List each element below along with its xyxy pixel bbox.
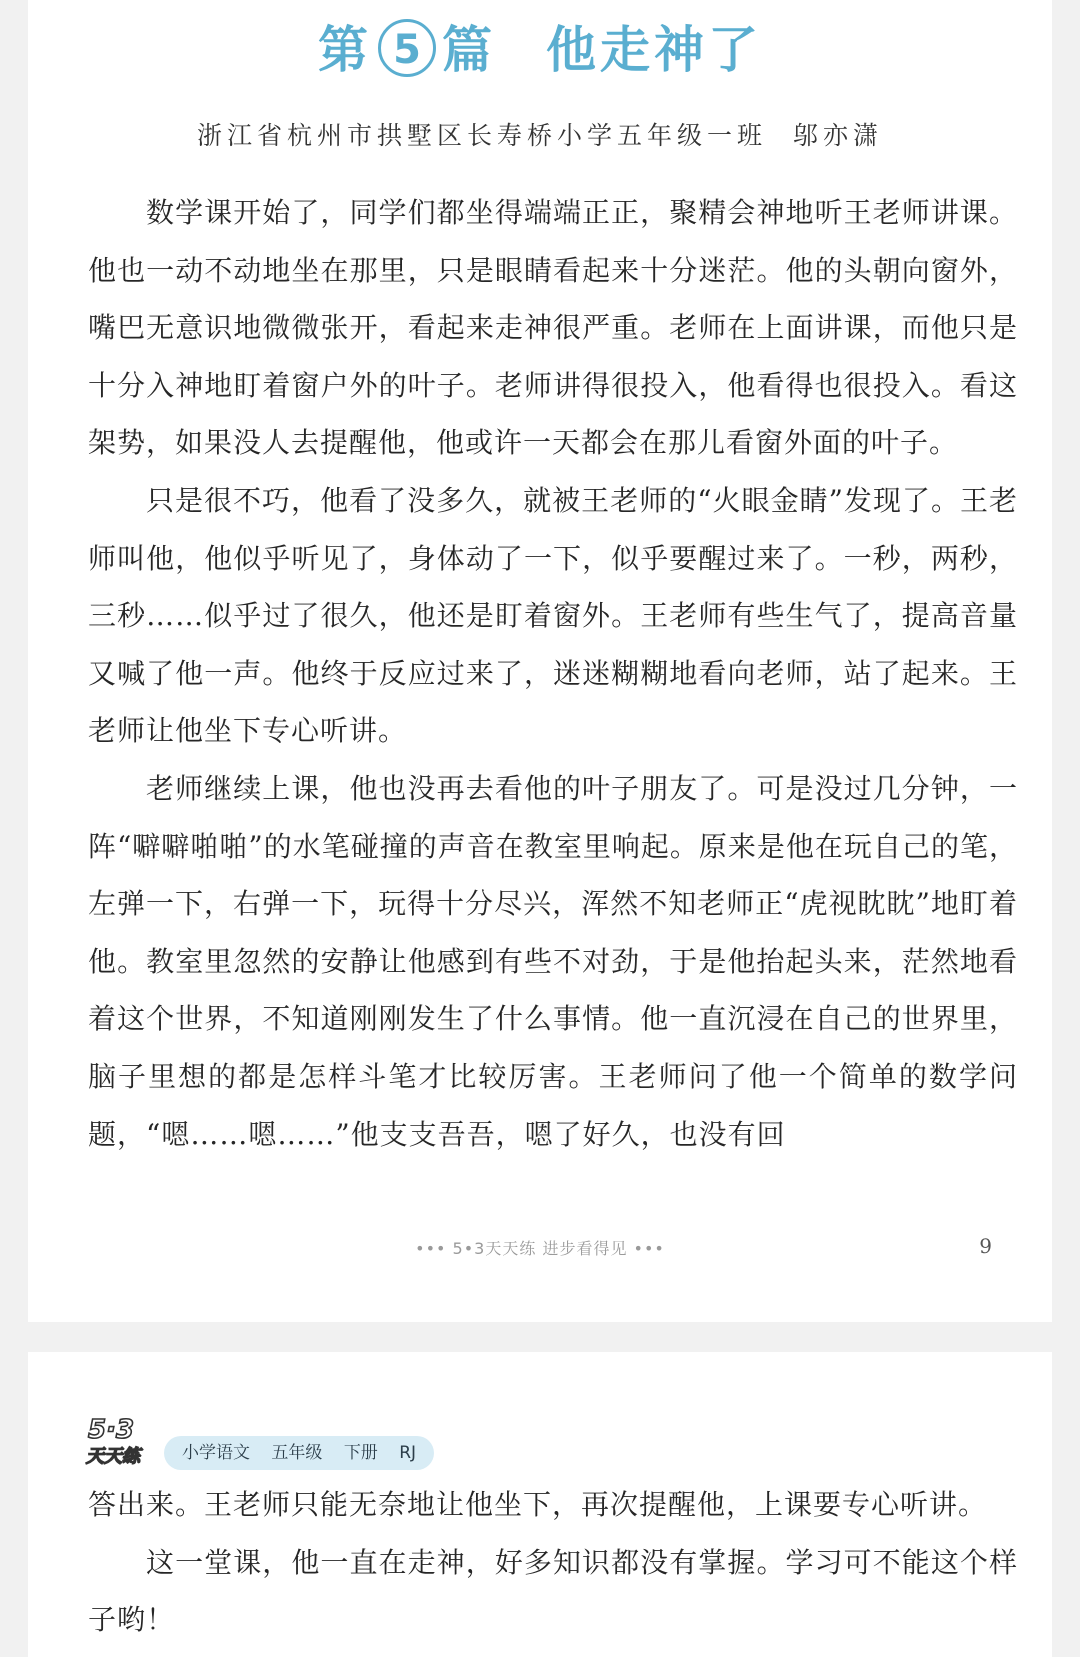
book-page-9 (28, 0, 1052, 1322)
paragraph: 老师继续上课，他也没再去看他的叶子朋友了。可是没过几分钟，一阵“噼噼啪啪”的水笔碰撞的声音在教室里响起。原来是他在玩自己的笔，左弹一下，右弹一下，玩得十分尽兴，浑然不知老师正“虎视眈眈”地盯着他。教室里忽然的安静让他感到有些不对劲，于是他抬起头来，茫然地看着这个世界，不知道刚刚发生了什么事情。他一直沉浸在自己的世界里，脑子里想的都是怎样斗笔才比较厉害。王老师问了他一个简单的数学问题，“嗯……嗯……”他支支吾吾，嗯了好久，也没有回 (88, 771, 1018, 1151)
paragraph: 数学课开始了，同学们都坐得端端正正，聚精会神地听王老师讲课。他也一动不动地坐在那里，只是眼睛看起来十分迷茫。他的头朝向窗外，嘴巴无意识地微微张开，看起来走神很严重。老师在上面讲课，而他只是十分入神地盯着窗户外的叶子。老师讲得很投入，他看得也很投入。看这架势，如果没人去提醒他，他或许一天都会在那儿看窗外面的叶子。 (88, 196, 1018, 460)
title-prefix: 第 (318, 21, 372, 79)
badge-subject: 小学语文 (182, 1443, 250, 1463)
page-number: 9 (979, 1234, 992, 1258)
author-line (28, 116, 1052, 156)
article-body-continued (88, 1476, 1018, 1649)
article-title (28, 12, 1052, 88)
badge-edition: RJ (399, 1443, 417, 1463)
paragraph: 这一堂课，他一直在走神，好多知识都没有掌握。学习可不能这个样子哟！ (88, 1545, 1018, 1637)
page-footer (28, 1230, 1052, 1270)
53-tiantianlian-logo (84, 1412, 164, 1468)
article-body (88, 184, 1018, 1163)
title-suffix: 篇 (442, 21, 496, 79)
author-school: 浙江省杭州市拱墅区长寿桥小学五年级一班 (196, 121, 767, 150)
author-name: 邬亦潇 (793, 121, 884, 150)
book-info-badge (164, 1436, 434, 1470)
paragraph: 答出来。王老师只能无奈地让他坐下，再次提醒他，上课要专心听讲。 (88, 1488, 988, 1521)
footer-slogan: ••• 5•3天天练 进步看得见 ••• (415, 1239, 665, 1258)
badge-volume: 下册 (343, 1443, 378, 1463)
paragraph: 只是很不巧，他看了没多久，就被王老师的“火眼金睛”发现了。王老师叫他，他似乎听见了，身体动了一下，似乎要醒过来了。一秒，两秒，三秒……似乎过了很久，他还是盯着窗外。王老师有些生气了，提高音量又喊了他一声。他终于反应过来了，迷迷糊糊地看向老师，站了起来。王老师让他坐下专心听讲。 (88, 483, 1018, 748)
book-page-10 (28, 1352, 1052, 1657)
logo-line1: 5·3 (88, 1415, 135, 1445)
logo-line2: 天天练 (86, 1446, 140, 1467)
title-name: 他走神了 (546, 21, 762, 79)
article-number-badge: 5 (378, 19, 436, 77)
badge-grade: 五年级 (271, 1443, 323, 1463)
